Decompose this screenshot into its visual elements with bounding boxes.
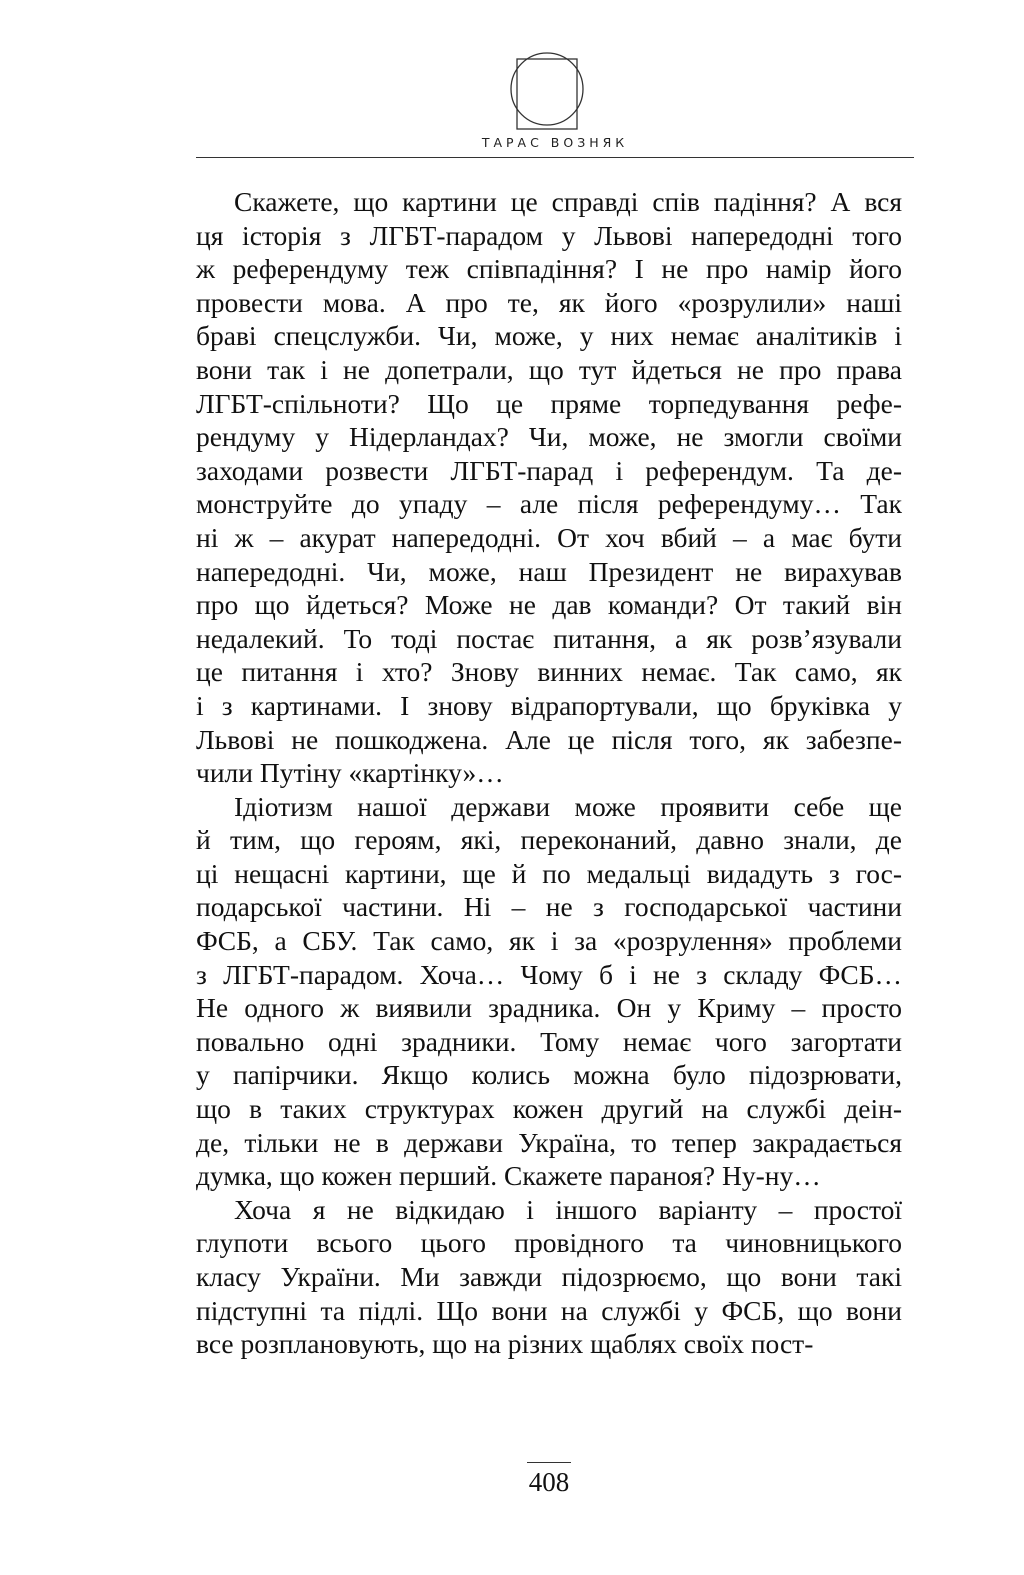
text-line: повально одні зрадники. Тому немає чого загортати [196, 1025, 902, 1057]
text-line: Скажете, що картини це справді спів падіння? А вся [234, 186, 902, 217]
text-line: підступні та підлі. Що вони на службі у ФСБ, що вони [196, 1294, 902, 1326]
text-line: недалекий. То тоді постає питання, а як розв’язували [196, 622, 902, 654]
text-line: це питання і хто? Знову винних немає. Так само, як [196, 656, 902, 688]
text-line: про що йдеться? Може не дав команди? От такий він [196, 589, 902, 621]
text-line: подарської частини. Ні – не з господарської частини [196, 891, 902, 923]
text-line: рендуму у Нідерландах? Чи, може, не змогли своїми [196, 421, 902, 453]
body-text [196, 185, 902, 1361]
running-head: ТАРАС ВОЗНЯК [481, 135, 629, 150]
text-line: й тим, що героям, які, переконаний, давно знали, де [196, 824, 902, 856]
paragraph [196, 790, 902, 1193]
text-line: Не одного ж виявили зрадника. Он у Криму – просто [196, 992, 902, 1024]
text-line: Хоча я не відкидаю і іншого варіанту – простої [234, 1193, 902, 1225]
text-line: ж референдуму теж співпадіння? І не про намір його [196, 253, 902, 285]
paragraph [196, 185, 902, 790]
text-line: ці нещасні картини, ще й по медальці видадуть з гос- [196, 857, 902, 889]
paragraph [196, 1193, 902, 1361]
text-line: вони так і не допетрали, що тут йдеться не про права [196, 353, 902, 385]
text-line: ця історія з ЛГБТ-парадом у Львові напередодні того [196, 219, 902, 251]
text-line: ні ж – акурат напередодні. От хоч вбий – а має бути [196, 521, 902, 553]
header-rule [196, 157, 914, 158]
page-number-rule [527, 1462, 571, 1463]
publisher-logo-icon [508, 45, 586, 133]
text-line: все розплановують, що на різних щаблях своїх пост- [196, 1328, 814, 1360]
text-line: з ЛГБТ-парадом. Хоча… Чому б і не з складу ФСБ… [196, 958, 902, 990]
text-line: глупоти всього цього провідного та чиновницького [196, 1227, 902, 1259]
text-line: де, тільки не в держави Україна, то тепер закрадається [196, 1126, 902, 1158]
text-line: що в таких структурах кожен другий на службі деін- [196, 1093, 902, 1125]
text-line: заходами розвести ЛГБТ-парад і референдум. Та де- [196, 454, 902, 486]
text-line: ЛГБТ-спільноти? Що це пряме торпедування рефе- [196, 387, 902, 419]
text-line: браві спецслужби. Чи, може, у них немає аналітиків і [196, 320, 902, 352]
text-line: думка, що кожен перший. Скажете параноя? Ну-ну… [196, 1160, 821, 1192]
text-line: монструйте до упаду – але після референдуму… Так [196, 488, 902, 520]
text-line: у папірчики. Якщо колись можна було підозрювати, [196, 1059, 902, 1091]
page-number: 408 [528, 1467, 570, 1497]
text-line: напередодні. Чи, може, наш Президент не вирахував [196, 555, 902, 587]
text-line: Львові не пошкоджена. Але це після того, як забезпе- [196, 723, 902, 755]
text-line: чили Путіну «картінку»… [196, 757, 504, 789]
text-line: і з картинами. І знову відрапортували, що бруківка у [196, 689, 902, 721]
text-line: класу України. Ми завжди підозрюємо, що вони такі [196, 1261, 902, 1292]
text-line: провести мова. А про те, як його «розрулили» наші [196, 286, 902, 318]
text-line: Ідіотизм нашої держави може проявити себе ще [234, 790, 902, 822]
text-line: ФСБ, а СБУ. Так само, як і за «розрулення» проблеми [196, 925, 902, 957]
